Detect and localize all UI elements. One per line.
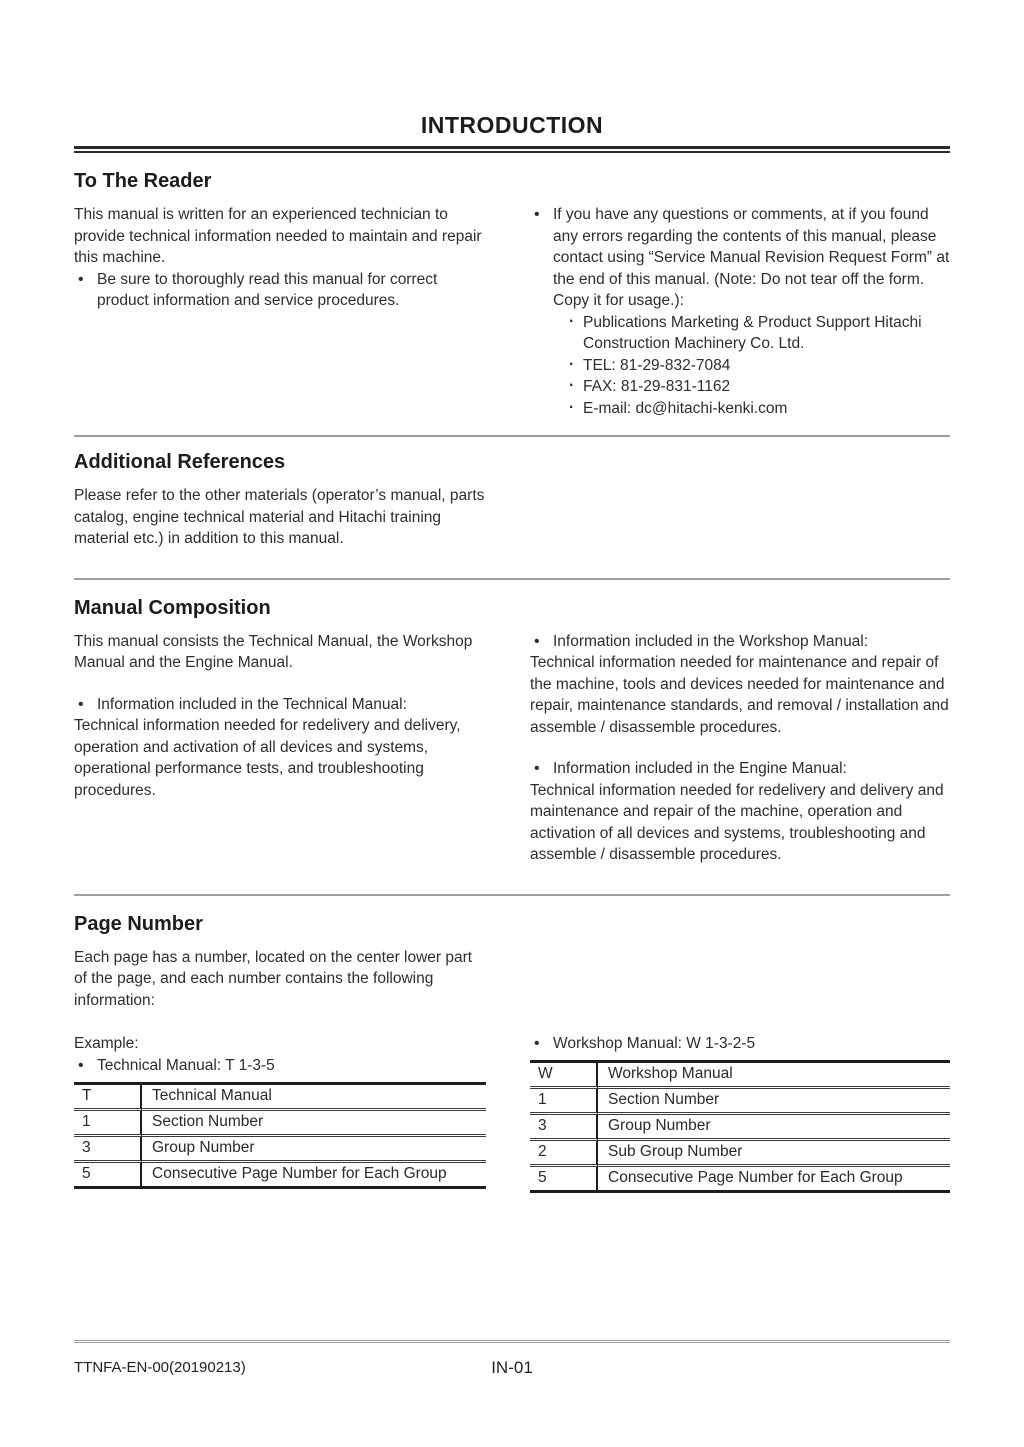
technical-page-number-table [74,1082,486,1189]
table-cell-key: T [74,1085,142,1111]
section-to-the-reader [74,168,950,419]
footer-divider [74,1340,950,1343]
list-item [530,204,950,419]
technical-manual-lead: • Information included in the Technical Manual: [74,694,486,716]
engine-manual-body: Technical information needed for redelivery and delivery and maintenance and repair of the machine, operation and activation of all devices and systems, troubleshooting and assemble / disassemble procedures. [530,781,944,863]
table-cell-key: 1 [74,1111,142,1137]
section-heading-page-number: Page Number [74,912,203,935]
table-cell-value: Consecutive Page Number for Each Group [152,1165,447,1182]
workshop-page-number-table [530,1060,950,1193]
table-cell-value: Sub Group Number [598,1141,950,1167]
table-row [530,1063,950,1089]
table-cell-key: 5 [74,1163,142,1186]
engine-manual-block [530,758,950,866]
to-the-reader-bullets-right [530,204,950,419]
example-label: Example: [74,1035,139,1052]
section-divider [74,894,950,896]
table-cell-key: 1 [530,1089,598,1115]
table-cell-key: W [530,1063,598,1089]
list-item: · Publications Marketing & Product Support Hitachi Construction Machinery Co. Ltd. [567,312,950,355]
section-heading-manual-composition: Manual Composition [74,596,271,619]
table-row [530,1167,950,1190]
contact-sub-list [553,312,950,420]
table-cell-value: Section Number [142,1111,486,1137]
footer-page-number: IN-01 [491,1358,533,1377]
table-cell-value: Technical Manual [142,1085,486,1111]
section-manual-composition [74,595,950,866]
table-row [530,1141,950,1167]
section-page-number [74,911,950,1194]
page-footer [74,1340,950,1379]
table-cell-value: Group Number [142,1137,486,1163]
technical-manual-block [74,694,486,802]
table-row [530,1089,950,1115]
table-cell-value: Consecutive Page Number for Each Group [608,1169,903,1186]
technical-manual-body: Technical information needed for redelivery and delivery, operation and activation of all devices and systems, operational performance tests, and troubleshooting procedures. [74,717,461,799]
workshop-manual-body: Technical information needed for maintenance and repair of the machine, tools and devices needed for maintenance and repair, maintenance standards, and removal / installation and assemble / disassemble procedures. [530,654,949,736]
table-row [74,1163,486,1186]
additional-references-body: Please refer to the other materials (operator’s manual, parts catalog, engine technical material and Hitachi training material etc.) in addition to this manual. [74,487,485,547]
section-additional-references [74,449,950,550]
list-item: · FAX: 81-29-831-1162 [567,376,950,398]
table-row [74,1085,486,1111]
engine-manual-lead: • Information included in the Engine Manual: [530,758,950,780]
to-the-reader-intro: This manual is written for an experienced technician to provide technical information needed to maintain and repair this machine. [74,206,482,266]
section-divider [74,578,950,580]
workshop-manual-block [530,631,950,739]
table-cell-key: 2 [530,1141,598,1167]
page-title: INTRODUCTION [420,112,604,138]
list-item: • Be sure to thoroughly read this manual for correct product information and service procedures. [74,269,486,312]
table-cell-value: Group Number [598,1115,950,1141]
list-item: · TEL: 81-29-832-7084 [567,355,950,377]
workshop-example-bullet: • Workshop Manual: W 1-3-2-5 [530,1033,950,1055]
table-cell-value: Section Number [598,1089,950,1115]
document-code: TTNFA-EN-00(20190213) [74,1359,246,1376]
workshop-manual-lead: • Information included in the Workshop Manual: [530,631,950,653]
page-number-body: Each page has a number, located on the center lower part of the page, and each number contains the following information: [74,948,473,1009]
section-heading-additional-references: Additional References [74,451,286,473]
table-row [74,1137,486,1163]
to-the-reader-bullets-left [74,269,486,312]
table-row [74,1111,486,1137]
table-cell-key: 3 [74,1137,142,1163]
table-cell-key: 5 [530,1167,598,1190]
contact-bullet-text: If you have any questions or comments, at if you found any errors regarding the contents of this manual, please contact using “Service Manual Revision Request Form” at the end of this manual. (Note: Do not tear off the form. Copy it for usage.): [553,206,950,309]
manual-composition-intro: This manual consists the Technical Manual, the Workshop Manual and the Engine Manual. [74,632,473,671]
title-rule [74,146,950,153]
list-item: · E-mail: dc@hitachi-kenki.com [567,398,950,420]
table-cell-key: 3 [530,1115,598,1141]
section-divider [74,435,950,437]
table-row [530,1115,950,1141]
table-cell-value: Workshop Manual [598,1063,950,1089]
technical-example-bullet: • Technical Manual: T 1-3-5 [74,1055,486,1077]
section-heading-to-the-reader: To The Reader [74,170,212,192]
